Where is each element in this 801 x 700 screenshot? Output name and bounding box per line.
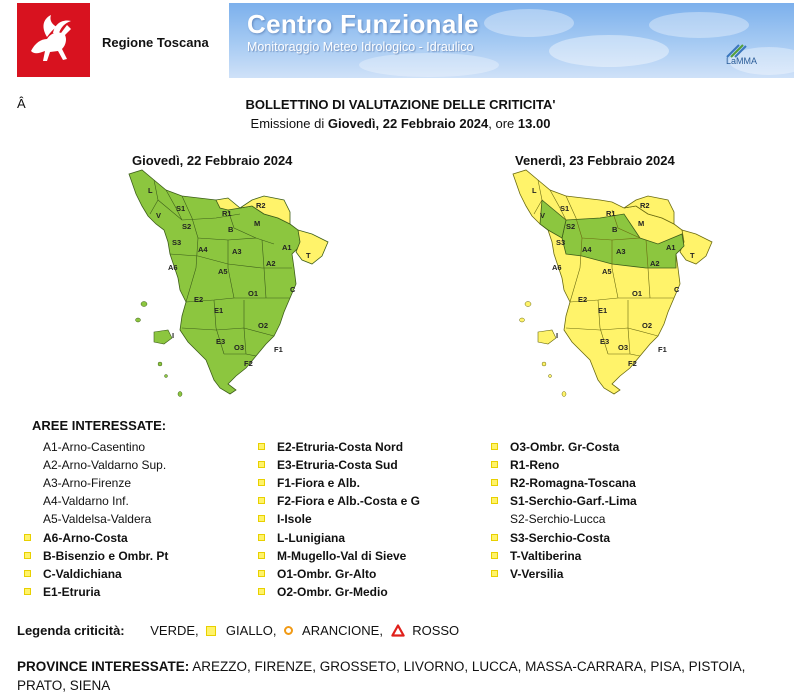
area-label: S3-Serchio-Costa (510, 530, 611, 545)
legend-rosso: ROSSO (412, 623, 460, 638)
map-label: A3 (616, 247, 626, 256)
yellow-square-icon (258, 515, 265, 522)
area-label: B-Bisenzio e Ombr. Pt (43, 548, 169, 563)
zone-t (296, 230, 328, 264)
zone-t (680, 230, 712, 264)
map-label: L (532, 186, 537, 195)
area-label: A1-Arno-Casentino (43, 440, 146, 454)
map-label: T (306, 251, 311, 260)
area-label: I-Isole (277, 512, 312, 527)
yellow-square-icon (491, 570, 498, 577)
map-label: O1 (248, 289, 259, 298)
yellow-square-icon (258, 497, 265, 504)
map-label: R1 (606, 209, 616, 218)
map-label: F1 (274, 345, 283, 354)
area-label: L-Lunigiana (277, 530, 345, 545)
pegasus-icon (17, 3, 90, 77)
map-label: O2 (258, 321, 269, 330)
lamma-logo-text: LaMMA (726, 56, 758, 66)
map-label: S2 (566, 222, 576, 231)
map-label: A5 (218, 267, 228, 276)
emission-time-prefix: , ore (488, 116, 518, 131)
provinces-line (17, 657, 787, 695)
orange-circle-icon (284, 626, 293, 635)
yellow-square-icon (24, 534, 31, 541)
yellow-square-icon (24, 552, 31, 559)
map-label: B (228, 225, 234, 234)
map-label: O3 (234, 343, 245, 352)
map-label: L (148, 186, 153, 195)
map-label: F2 (244, 359, 253, 368)
island-elba (538, 330, 559, 344)
legend-arancione: ARANCIONE, (302, 623, 383, 638)
map-label: R2 (256, 201, 266, 210)
provinces-title: PROVINCE INTERESSATE: (17, 659, 190, 674)
region-name: Regione Toscana (102, 35, 209, 50)
map-label: E3 (600, 337, 610, 346)
yellow-square-icon (24, 588, 31, 595)
map-label: T (690, 251, 695, 260)
area-label: E3-Etruria-Costa Sud (277, 458, 398, 473)
legend-title: Legenda criticità: (17, 623, 125, 638)
area-label: R2-Romagna-Toscana (510, 476, 636, 491)
area-label: M-Mugello-Val di Sieve (277, 548, 407, 563)
criticality-legend (17, 622, 459, 640)
map-label: S2 (182, 222, 192, 231)
area-label: T-Valtiberina (510, 548, 582, 563)
yellow-square-icon (491, 479, 498, 486)
areas-heading: AREE INTERESSATE: (32, 418, 167, 433)
yellow-square-icon (258, 552, 265, 559)
area-label: A6-Arno-Costa (43, 530, 128, 545)
bulletin-title: BOLLETTINO DI VALUTAZIONE DELLE CRITICITA' (245, 97, 556, 112)
map-label: R2 (640, 201, 650, 210)
yellow-square-icon (258, 534, 265, 541)
yellow-square-icon (24, 570, 31, 577)
area-label: A4-Valdarno Inf. (43, 494, 129, 509)
banner-subtitle: Monitoraggio Meteo Idrologico - Idraulico (247, 40, 474, 54)
emission-date: Giovedì, 22 Febbraio 2024 (327, 116, 489, 131)
area-label: F2-Fiora e Alb.-Costa e G (277, 494, 420, 509)
map-label: C (290, 285, 296, 294)
yellow-square-icon (206, 626, 216, 636)
map-label: M (254, 219, 261, 228)
map-label: I (556, 331, 559, 340)
area-label: R1-Reno (510, 458, 560, 473)
tuscany-map-tomorrow (508, 168, 723, 403)
area-label: E1-Etruria (43, 584, 101, 599)
red-triangle-icon (391, 624, 405, 637)
area-label: F1-Fiora e Alb. (277, 476, 360, 491)
yellow-square-icon (258, 479, 265, 486)
map-date-tomorrow: Venerdì, 23 Febbraio 2024 (515, 153, 675, 168)
map-label: C (674, 285, 680, 294)
island-elba (154, 330, 175, 344)
map-label: E1 (598, 306, 608, 315)
yellow-square-icon (258, 461, 265, 468)
map-label: E3 (216, 337, 226, 346)
map-label: A4 (582, 245, 592, 254)
map-label: A2 (650, 259, 660, 268)
map-label: F1 (658, 345, 667, 354)
map-label: S3 (556, 238, 566, 247)
yellow-square-icon (258, 588, 265, 595)
map-label: S1 (176, 204, 186, 213)
map-label: A6 (552, 263, 562, 272)
banner (229, 3, 794, 78)
legend-verde: VERDE, (150, 623, 199, 638)
map-label: M (638, 219, 645, 228)
area-label: E2-Etruria-Costa Nord (277, 440, 404, 454)
banner-title: Centro Funzionale (247, 9, 479, 39)
map-label: A5 (602, 267, 612, 276)
yellow-square-icon (258, 570, 265, 577)
map-label: O3 (618, 343, 629, 352)
map-label: O1 (632, 289, 643, 298)
yellow-square-icon (491, 443, 498, 450)
map-label: A3 (232, 247, 242, 256)
map-label: A2 (266, 259, 276, 268)
emission-line (0, 116, 801, 131)
area-label: S2-Serchio-Lucca (510, 512, 606, 527)
map-label: V (540, 211, 546, 220)
area-label: A3-Arno-Firenze (43, 476, 132, 491)
map-label: A6 (168, 263, 178, 272)
yellow-square-icon (491, 497, 498, 504)
map-label: E1 (214, 306, 224, 315)
map-date-today: Giovedì, 22 Febbraio 2024 (132, 153, 293, 168)
map-label: F2 (628, 359, 637, 368)
region-logo (17, 3, 90, 77)
legend-giallo: GIALLO, (225, 623, 277, 638)
map-label: I (172, 331, 175, 340)
area-label: V-Versilia (510, 566, 564, 581)
map-label: S1 (560, 204, 570, 213)
area-label: A2-Arno-Valdarno Sup. (43, 458, 167, 473)
yellow-square-icon (491, 534, 498, 541)
yellow-square-icon (491, 552, 498, 559)
map-label: E2 (194, 295, 204, 304)
provinces-list: AREZZO, FIRENZE, GROSSETO, LIVORNO, LUCCA, MASSA-CARRARA, PISA, PISTOIA, PRATO, SIENA (17, 659, 746, 693)
area-label: O1-Ombr. Gr-Alto (277, 566, 377, 581)
map-label: S3 (172, 238, 182, 247)
map-label: O2 (642, 321, 653, 330)
map-label: R1 (222, 209, 232, 218)
area-label: O3-Ombr. Gr-Costa (510, 440, 620, 454)
area-label: A5-Valdelsa-Valdera (43, 512, 152, 527)
map-label: A1 (666, 243, 676, 252)
map-label: E2 (578, 295, 588, 304)
yellow-square-icon (491, 461, 498, 468)
area-label: O2-Ombr. Gr-Medio (277, 584, 388, 599)
area-label: S1-Serchio-Garf.-Lima (510, 494, 637, 509)
map-label: V (156, 211, 162, 220)
map-label: B (612, 225, 618, 234)
stray-character: Â (17, 96, 26, 111)
emission-time: 13.00 (517, 116, 551, 131)
area-label: C-Valdichiana (43, 566, 122, 581)
map-label: A4 (198, 245, 208, 254)
map-label: A1 (282, 243, 292, 252)
yellow-square-icon (258, 443, 265, 450)
tuscany-map-today (124, 168, 339, 403)
emission-prefix: Emissione di (250, 116, 328, 131)
